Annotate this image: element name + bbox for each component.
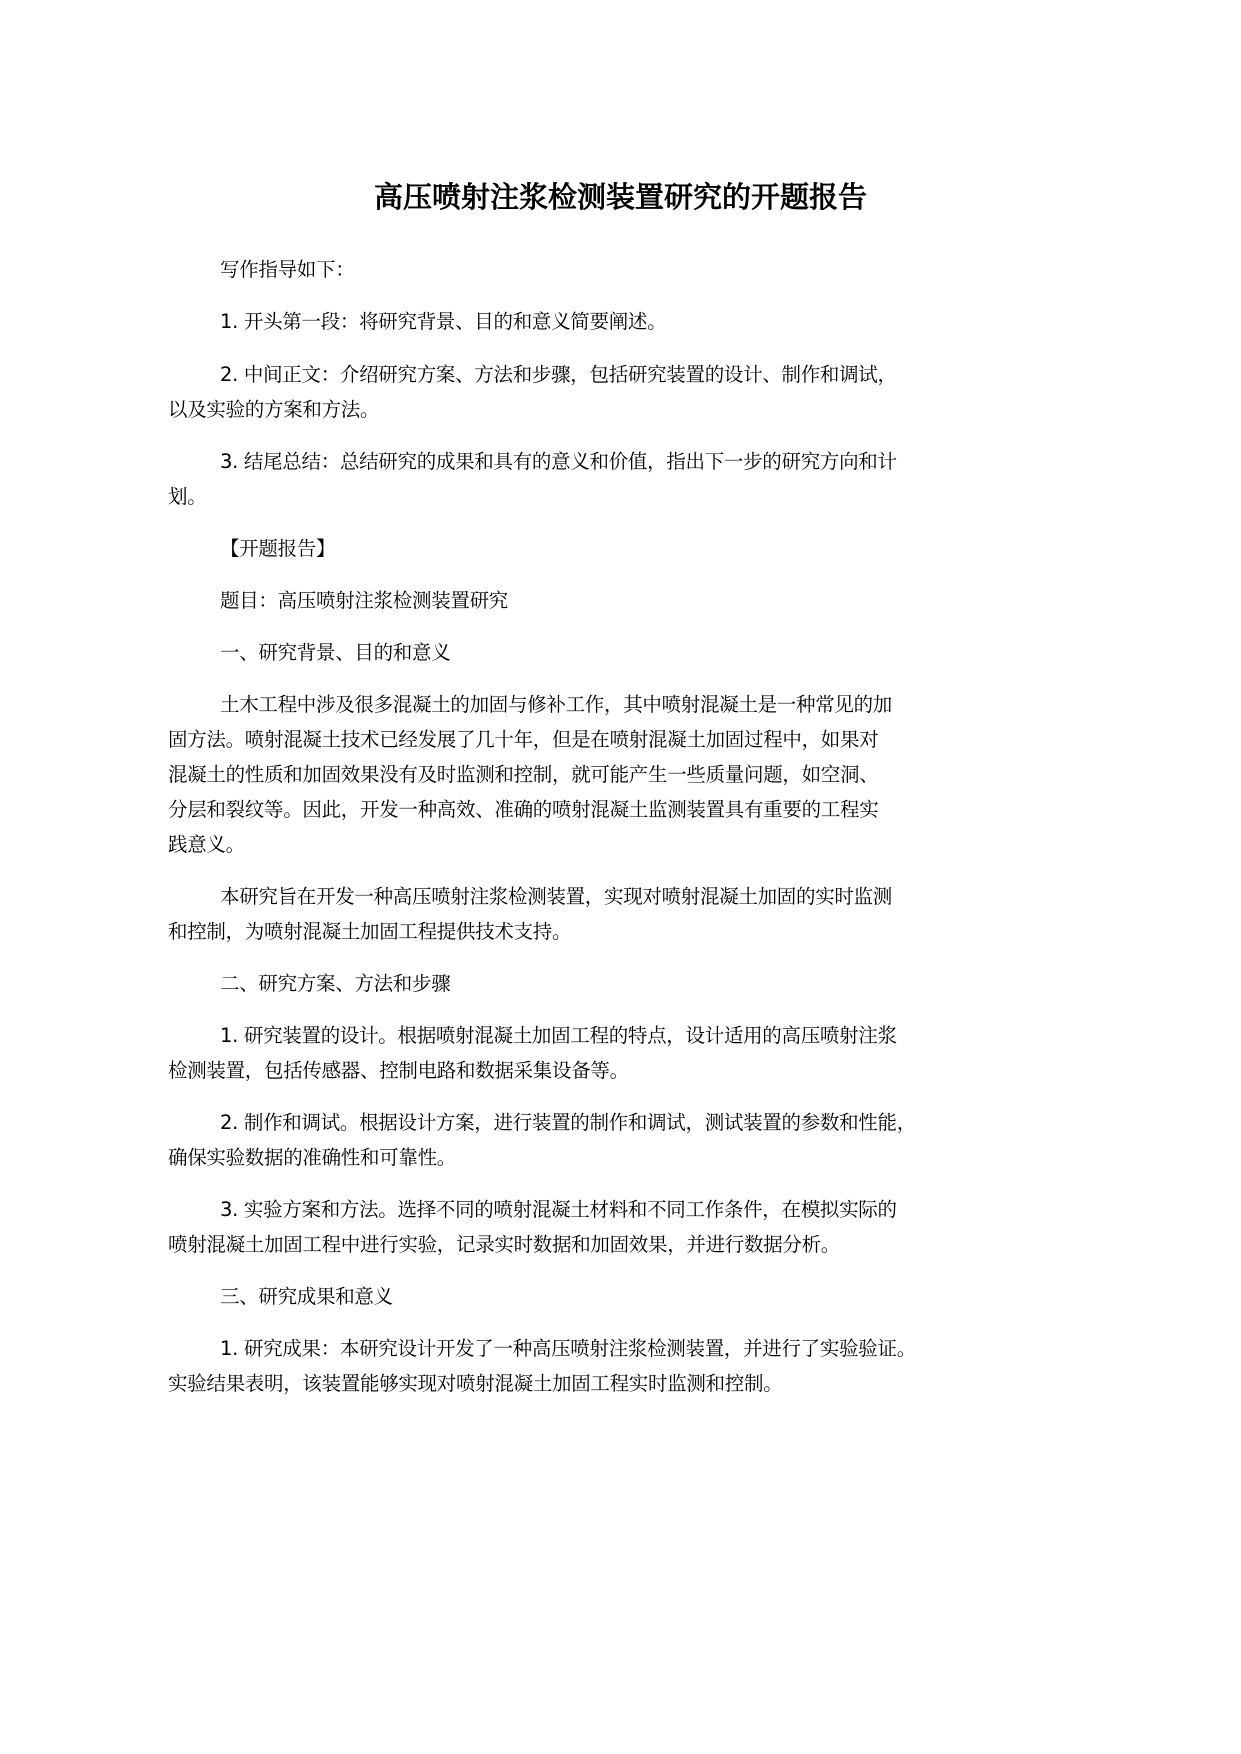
guide-item-3-line-1: 3. 结尾总结：总结研究的成果和具有的意义和价值，指出下一步的研究方向和计 bbox=[220, 450, 897, 473]
section-1-para-2-line-1: 本研究旨在开发一种高压喷射注浆检测装置，实现对喷射混凝土加固的实时监测 bbox=[220, 885, 893, 908]
section-2-para-1-line-1: 1. 研究装置的设计。根据喷射混凝土加固工程的特点，设计适用的高压喷射注浆 bbox=[220, 1024, 897, 1047]
section-3-para-1-line-2: 实验结果表明，该装置能够实现对喷射混凝土加固工程实时监测和控制。 bbox=[168, 1372, 783, 1395]
report-label: 【开题报告】 bbox=[220, 537, 336, 560]
report-subject: 题目：高压喷射注浆检测装置研究 bbox=[220, 589, 509, 612]
section-2-para-2-line-1: 2. 制作和调试。根据设计方案，进行装置的制作和调试，测试装置的参数和性能， bbox=[220, 1111, 916, 1134]
section-1-heading: 一、研究背景、目的和意义 bbox=[220, 641, 451, 664]
section-1-para-1-line-2: 固方法。喷射混凝土技术已经发展了几十年，但是在喷射混凝土加固过程中，如果对 bbox=[168, 728, 879, 751]
guide-heading: 写作指导如下： bbox=[220, 258, 355, 281]
section-2-para-1-line-2: 检测装置，包括传感器、控制电路和数据采集设备等。 bbox=[168, 1059, 629, 1082]
section-3-para-1-line-1: 1. 研究成果：本研究设计开发了一种高压喷射注浆检测装置，并进行了实验验证。 bbox=[220, 1337, 916, 1360]
section-1-para-1-line-3: 混凝土的性质和加固效果没有及时监测和控制，就可能产生一些质量问题，如空洞、 bbox=[168, 763, 879, 786]
section-2-para-3-line-2: 喷射混凝土加固工程中进行实验，记录实时数据和加固效果，并进行数据分析。 bbox=[168, 1233, 841, 1256]
section-1-para-1-line-1: 土木工程中涉及很多混凝土的加固与修补工作，其中喷射混凝土是一种常见的加 bbox=[220, 693, 893, 716]
document-title: 高压喷射注浆检测装置研究的开题报告 bbox=[373, 180, 867, 214]
section-1-para-2-line-2: 和控制，为喷射混凝土加固工程提供技术支持。 bbox=[168, 920, 572, 943]
section-2-para-3-line-1: 3. 实验方案和方法。选择不同的喷射混凝土材料和不同工作条件，在模拟实际的 bbox=[220, 1198, 897, 1221]
section-1-para-1-line-5: 践意义。 bbox=[168, 833, 245, 856]
guide-item-2-line-1: 2. 中间正文：介绍研究方案、方法和步骤，包括研究装置的设计、制作和调试， bbox=[220, 363, 897, 386]
section-1-para-1-line-4: 分层和裂纹等。因此，开发一种高效、准确的喷射混凝土监测装置具有重要的工程实 bbox=[168, 798, 879, 821]
guide-item-3-line-2: 划。 bbox=[168, 485, 207, 508]
guide-item-2-line-2: 以及实验的方案和方法。 bbox=[168, 398, 380, 421]
section-2-para-2-line-2: 确保实验数据的准确性和可靠性。 bbox=[168, 1146, 457, 1169]
section-3-heading: 三、研究成果和意义 bbox=[220, 1285, 393, 1308]
guide-item-1-line-1: 1. 开头第一段：将研究背景、目的和意义简要阐述。 bbox=[220, 310, 667, 333]
section-2-heading: 二、研究方案、方法和步骤 bbox=[220, 972, 451, 995]
